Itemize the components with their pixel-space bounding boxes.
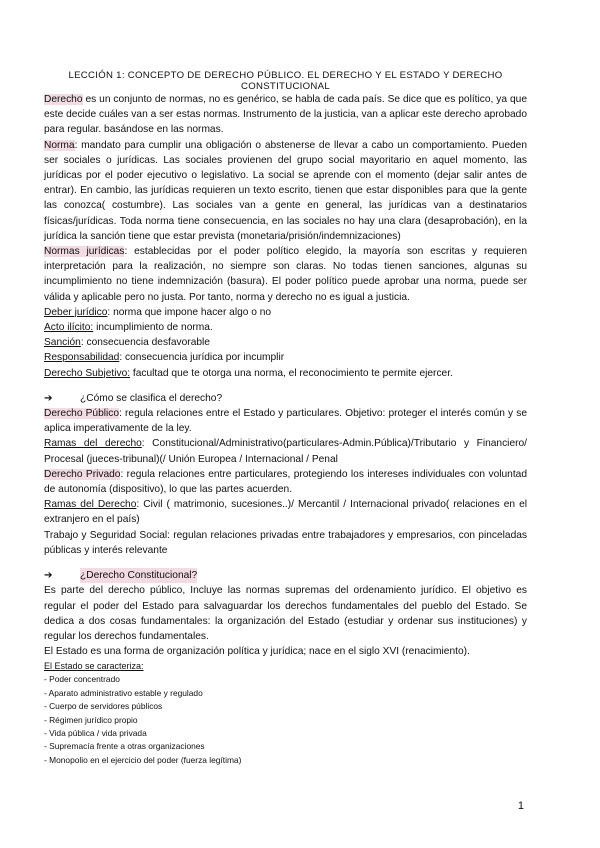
paragraph-normas-juridicas [44, 244, 527, 305]
paragraph-ramas-privado [44, 497, 527, 527]
def-acto-ilicito [44, 320, 527, 335]
definition-text: : mandato para cumplir una obligación o abstenerse de llevar a cabo un comportamiento. Pueden ser sociales o jurídicas. Las sociales provienen del grupo social mayoritario en aquel momento, las jurídicas por el poder ejecutivo o legislativo. La social se aprende con el momento (dejar salir antes de entrar). En cambio, las jurídicas requieren un texto escrito, tienen que estar disponibles para que la gente las conozca( costumbre). Las sociales van a gente en general, las jurídicas van a destinatarios físicas/jurídicas. Toda norma tiene consecuencia, en las sociales no hay una clara (desaprobación), en la jurídica la sanción tiene que estar prevista (monetaria/prisión/indemnizaciones) [44, 139, 527, 242]
list-item: - Supremacía frente a otras organizaciones [44, 741, 205, 752]
spacer [44, 558, 527, 568]
term-ramas: Ramas del derecho [44, 438, 142, 450]
question-constitucional [44, 568, 527, 583]
estado-list [44, 673, 527, 767]
term-normas-juridicas: Normas jurídicas [44, 246, 125, 258]
list-item: - Poder concentrado [44, 674, 120, 685]
arrow-icon: ➔ [44, 392, 53, 404]
paragraph-derecho-privado [44, 467, 527, 497]
spacer [44, 381, 527, 391]
definition-text: : establecidas por el poder político elegido, la mayoría son escritas y requieren interpretación para la realización, no siempre son claras. No todas tienen sanciones, algunas su incumplimiento no tiene indemnización (basura). El poder político puede aprobar una norma, puede ser válida y aplicable pero no justa. Por tanto, norma y derecho no es igual a justicia. [44, 246, 527, 303]
paragraph-derecho-publico [44, 406, 527, 436]
paragraph-estado: El Estado es una forma de organización política y jurídica; nace en el siglo XVI (renacimiento). [44, 646, 470, 658]
definition-text: : Constitucional/Administrativo(particulares-Admin.Pública)/Tributario y Financiero/ Procesal (jueces-tribunal)(/ Unión Europea / Internacional / Penal [44, 438, 528, 465]
page-number: 1 [517, 800, 524, 812]
list-item: - Régimen jurídico propio [44, 714, 138, 725]
term-derecho: Derecho [44, 94, 83, 105]
definition-text: : regula relaciones entre particulares, protegiendo los intereses individuales con voluntad de autonomía (dispositivo), lo que las partes acuerden. [44, 468, 527, 496]
def-derecho-subjetivo [44, 366, 527, 381]
paragraph-constitucional: Es parte del derecho público, Incluye las normas supremas del ordenamiento jurídico. El objetivo es regular el poder del Estado para salvaguardar los derechos fundamentales del pueblo del Estado. Se dedica a dos cosas fundamentales: la organización del Estado (estudiar y ordenar sus instituciones) y regular los derechos fundamentales. [44, 585, 527, 642]
def-term: Responsabilidad [44, 352, 120, 364]
list-item: - Monopolio en el ejercicio del poder (fuerza legítima) [44, 754, 242, 765]
question-clasificacion [44, 391, 527, 406]
definition-text: : regula relaciones entre el Estado y particulares. Objetivo: proteger el interés común y se aplica imperativamente de la ley. [44, 408, 528, 435]
term-ramas: Ramas del Derecho [44, 499, 137, 511]
def-text: incumplimiento de norma. [93, 322, 213, 334]
term-derecho-publico: Derecho Público [44, 408, 120, 420]
lesson-title: LECCIÓN 1: CONCEPTO DE DERECHO PÚBLICO. EL DERECHO Y EL ESTADO Y DERECHO CONSTITUCIONAL [68, 70, 503, 92]
def-text: : consecuencia jurídica por incumplir [119, 352, 285, 364]
def-term: Sanción [44, 337, 81, 349]
def-text: facultad que te otorga una norma, el reconocimiento te permite ejercer. [130, 367, 453, 379]
document-page [44, 70, 527, 767]
paragraph-derecho [44, 92, 527, 138]
list-item: - Vida pública / vida privada [44, 727, 147, 738]
arrow-icon: ➔ [44, 570, 53, 582]
term-derecho-privado: Derecho Privado [44, 468, 121, 480]
def-deber-juridico [44, 305, 527, 320]
paragraph-trabajo: Trabajo y Seguridad Social: regulan relaciones privadas entre trabajadores y empresarios, con pinceladas públicas y interés relevante [44, 529, 527, 556]
def-term: Derecho Subjetivo: [44, 367, 131, 379]
term-norma: Norma [44, 139, 75, 151]
def-sancion [44, 335, 527, 350]
definition-text: : Civil ( matrimonio, sucesiones..)/ Mercantil / Internacional privado( relaciones en el extranjero en el país) [44, 499, 527, 526]
list-item: - Aparato administrativo estable y regulado [44, 687, 203, 698]
def-term: Deber jurídico [44, 306, 108, 318]
def-text: : consecuencia desfavorable [80, 337, 210, 349]
question-text: ¿Cómo se clasifica el derecho? [80, 392, 223, 404]
question-text: ¿Derecho Constitucional? [80, 568, 197, 583]
paragraph-norma [44, 138, 527, 244]
def-responsabilidad [44, 350, 527, 365]
def-term: Acto ilícito: [44, 322, 94, 334]
definition-text: es un conjunto de normas, no es genérico, se habla de cada país. Se dice que es político, ya que este decide cuáles van a ser estas normas. Instrumento de la justicia, van a aplicar este derecho aprobado para regular. basándose en las normas. [44, 94, 527, 136]
estado-list-title: El Estado se caracteriza: [44, 661, 144, 672]
def-text: : norma que impone hacer algo o no [107, 306, 272, 318]
paragraph-ramas-publico [44, 436, 527, 466]
list-item: - Cuerpo de servidores públicos [44, 701, 163, 712]
